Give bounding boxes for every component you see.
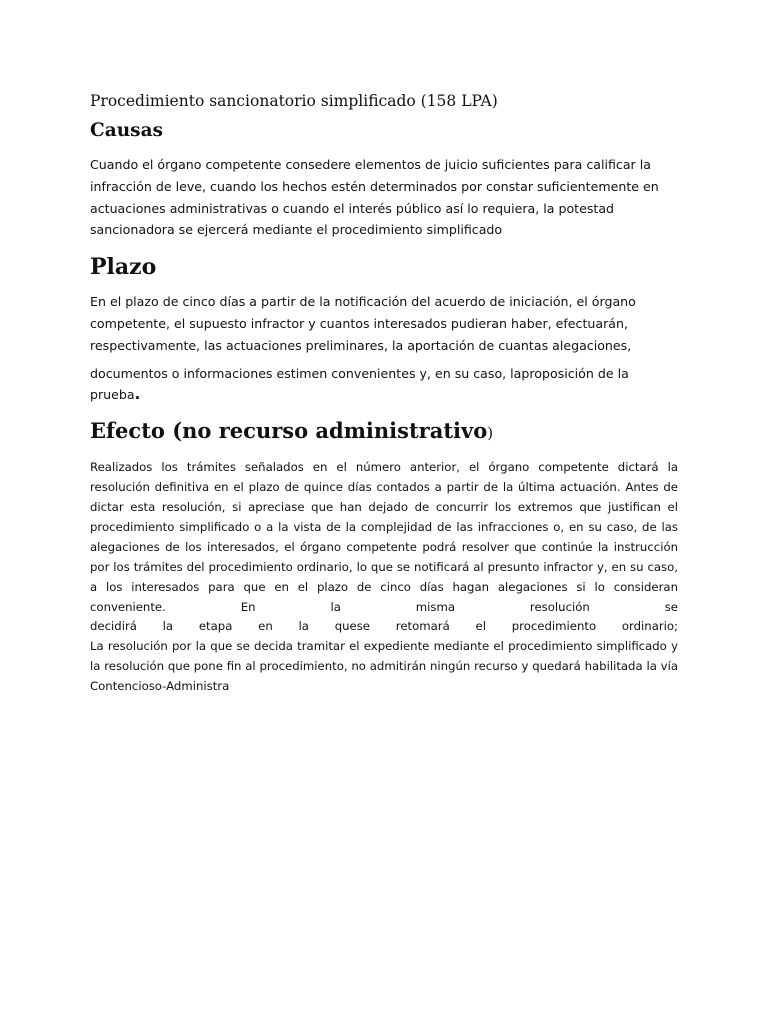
efecto-text-part1: Realizados los trámites señalados en el número anterior, el órgano competente dictará la resolución definitiva en el plazo de quince días contados a partir de la última actuación. Antes de dictar esta resolución, si apreciase que han dejado de concurrir los extremos que justifican el procedimiento simplificado o a la vista de la complejidad de las infracciones o, en su caso, de las alegaciones de los interesados, el órgano competente podrá resolver que continúe la instrucción por los trámites del procedimiento ordinario, lo que se notificará al presunto infractor y, en su caso, a los interesados para que en el plazo de cinco días hagan alegaciones si lo consideran conveniente. En la misma resolución se (90, 460, 678, 614)
heading-efecto-close: ) (487, 424, 494, 443)
document-title: Procedimiento sancionatorio simplificado (158 LPA) (90, 92, 498, 110)
heading-causas: Causas (90, 120, 163, 141)
plazo-text-end: . (134, 385, 141, 404)
document-page (90, 90, 678, 697)
heading-efecto-text: Efecto (no recurso administrativo (90, 418, 488, 444)
plazo-paragraph (90, 291, 678, 406)
plazo-text-last: documentos o informaciones estimen convenientes y, en su caso, laproposición de la prueba (90, 365, 629, 403)
plazo-text-last-line (90, 363, 678, 407)
efecto-text-part2: decidirá la etapa en la quese retomará el procedimiento ordinario; (90, 619, 678, 634)
heading-plazo: Plazo (90, 254, 157, 281)
efecto-text-part4: Contencioso-Administra (90, 679, 230, 694)
plazo-text-main: En el plazo de cinco días a partir de la notificación del acuerdo de iniciación, el órgano competente, el supuesto infractor y cuantos interesados pudieran haber, efectuarán, respectivamente, las actuaciones preliminares, la aportación de cuantas alegaciones, (90, 294, 636, 353)
efecto-paragraph (90, 458, 678, 697)
efecto-text-part3: La resolución por la que se decida tramitar el expediente mediante el procedimiento simplificado y la resolución que pone fin al procedimiento, no admitirán ningún recurso y quedará habilitada la vía (90, 639, 678, 674)
causas-paragraph: Cuando el órgano competente consedere elementos de juicio suficientes para calificar la infracción de leve, cuando los hechos estén determinados por constar suficientemente en actuaciones administrativas o cuando el interés público así lo requiera, la potestad sancionadora se ejercerá mediante el procedimiento simplificado (90, 157, 659, 238)
heading-efecto (90, 416, 678, 448)
